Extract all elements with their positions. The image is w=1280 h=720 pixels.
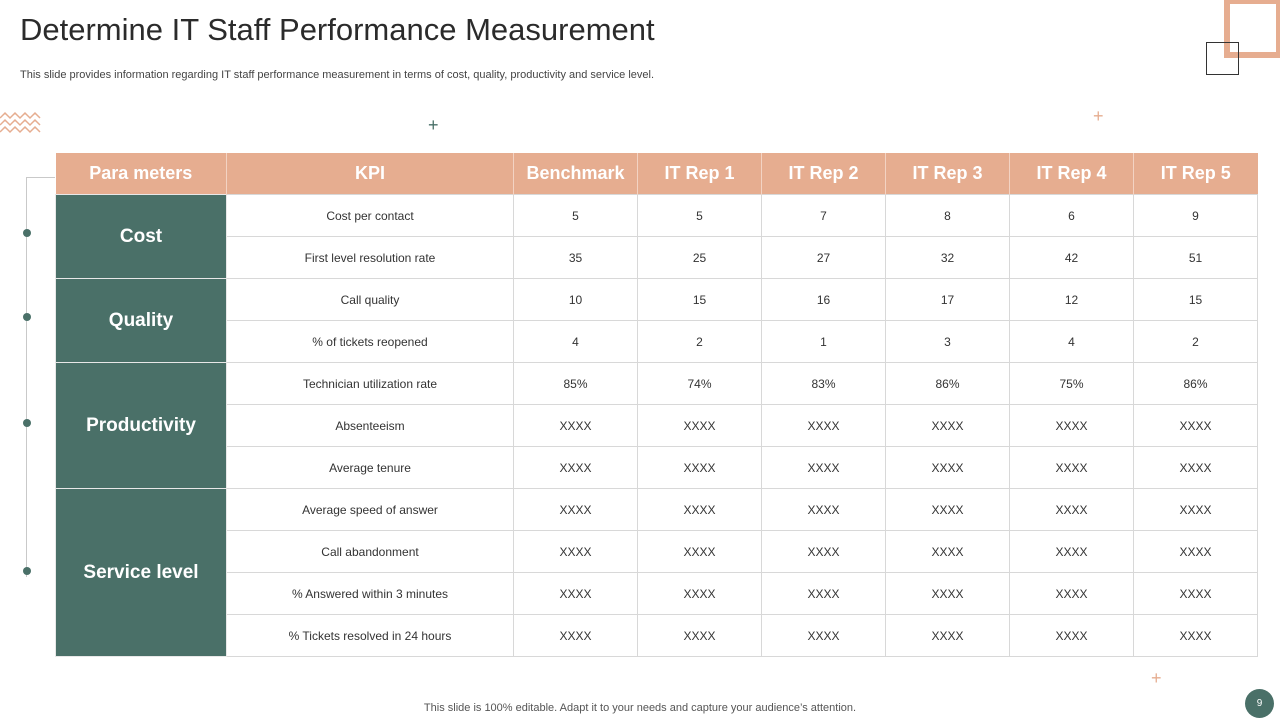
- rep-cell: XXXX: [1134, 615, 1258, 657]
- rep-cell: 7: [762, 195, 886, 237]
- rep-cell: XXXX: [762, 531, 886, 573]
- rep-cell: 15: [638, 279, 762, 321]
- benchmark-cell: 5: [514, 195, 638, 237]
- plus-decoration-icon: +: [1093, 106, 1104, 126]
- rep-cell: 27: [762, 237, 886, 279]
- kpi-cell: Absenteeism: [227, 405, 514, 447]
- parameter-productivity: Productivity: [56, 363, 227, 489]
- rep-cell: XXXX: [886, 489, 1010, 531]
- table-row: [56, 447, 1258, 489]
- benchmark-cell: 10: [514, 279, 638, 321]
- table-row: [56, 237, 1258, 279]
- rep-cell: 51: [1134, 237, 1258, 279]
- table-row: [56, 195, 1258, 237]
- parameter-cost: Cost: [56, 195, 227, 279]
- rep-cell: 17: [886, 279, 1010, 321]
- zigzag-decoration-icon: [0, 110, 42, 138]
- rep-cell: XXXX: [638, 405, 762, 447]
- benchmark-cell: XXXX: [514, 489, 638, 531]
- benchmark-cell: 4: [514, 321, 638, 363]
- rep-cell: 1: [762, 321, 886, 363]
- kpi-cell: % Answered within 3 minutes: [227, 573, 514, 615]
- timeline-dot: [23, 567, 31, 575]
- timeline-line: [26, 177, 27, 577]
- rep-cell: XXXX: [1010, 447, 1134, 489]
- page-number-badge: 9: [1245, 689, 1274, 718]
- table-row: [56, 405, 1258, 447]
- table-row: [56, 573, 1258, 615]
- rep-cell: 75%: [1010, 363, 1134, 405]
- rep-cell: XXXX: [1134, 531, 1258, 573]
- rep-cell: XXXX: [1010, 405, 1134, 447]
- rep-cell: XXXX: [638, 615, 762, 657]
- header-it-rep-1: IT Rep 1: [638, 153, 762, 195]
- rep-cell: 2: [638, 321, 762, 363]
- rep-cell: 3: [886, 321, 1010, 363]
- rep-cell: 6: [1010, 195, 1134, 237]
- kpi-cell: % Tickets resolved in 24 hours: [227, 615, 514, 657]
- rep-cell: XXXX: [1010, 615, 1134, 657]
- timeline-dot: [23, 313, 31, 321]
- table-row: [56, 363, 1258, 405]
- kpi-cell: Call abandonment: [227, 531, 514, 573]
- rep-cell: XXXX: [1134, 573, 1258, 615]
- table-row: [56, 531, 1258, 573]
- rep-cell: 9: [1134, 195, 1258, 237]
- header-it-rep-4: IT Rep 4: [1010, 153, 1134, 195]
- slide-title: Determine IT Staff Performance Measurement: [20, 12, 655, 47]
- rep-cell: XXXX: [638, 489, 762, 531]
- plus-decoration-icon: +: [428, 115, 439, 135]
- rep-cell: 83%: [762, 363, 886, 405]
- rep-cell: XXXX: [762, 489, 886, 531]
- rep-cell: XXXX: [638, 447, 762, 489]
- rep-cell: XXXX: [638, 573, 762, 615]
- benchmark-cell: XXXX: [514, 405, 638, 447]
- benchmark-cell: XXXX: [514, 615, 638, 657]
- timeline-connector: [26, 177, 55, 178]
- kpi-table: [55, 153, 1258, 657]
- timeline-dot: [23, 419, 31, 427]
- rep-cell: 2: [1134, 321, 1258, 363]
- rep-cell: XXXX: [1134, 447, 1258, 489]
- header-kpi: KPI: [227, 153, 514, 195]
- rep-cell: XXXX: [1010, 489, 1134, 531]
- header-benchmark: Benchmark: [514, 153, 638, 195]
- rep-cell: 42: [1010, 237, 1134, 279]
- kpi-cell: % of tickets reopened: [227, 321, 514, 363]
- timeline-dot: [23, 229, 31, 237]
- parameter-service-level: Service level: [56, 489, 227, 657]
- benchmark-cell: XXXX: [514, 531, 638, 573]
- rep-cell: 16: [762, 279, 886, 321]
- rep-cell: XXXX: [638, 531, 762, 573]
- slide-subtitle: This slide provides information regarding IT staff performance measurement in terms of cost, quality, productivity and service level.: [20, 69, 655, 81]
- table-row: [56, 321, 1258, 363]
- kpi-cell: Average speed of answer: [227, 489, 514, 531]
- rep-cell: XXXX: [886, 447, 1010, 489]
- rep-cell: 86%: [1134, 363, 1258, 405]
- rep-cell: 74%: [638, 363, 762, 405]
- header-it-rep-2: IT Rep 2: [762, 153, 886, 195]
- rep-cell: 4: [1010, 321, 1134, 363]
- kpi-cell: Technician utilization rate: [227, 363, 514, 405]
- rep-cell: XXXX: [886, 531, 1010, 573]
- kpi-cell: Average tenure: [227, 447, 514, 489]
- benchmark-cell: XXXX: [514, 573, 638, 615]
- rep-cell: 5: [638, 195, 762, 237]
- kpi-cell: First level resolution rate: [227, 237, 514, 279]
- parameter-quality: Quality: [56, 279, 227, 363]
- plus-decoration-icon: +: [1151, 668, 1162, 688]
- benchmark-cell: XXXX: [514, 447, 638, 489]
- decorative-square-small: [1206, 42, 1239, 75]
- benchmark-cell: 35: [514, 237, 638, 279]
- benchmark-cell: 85%: [514, 363, 638, 405]
- rep-cell: XXXX: [886, 573, 1010, 615]
- header-parameters: Para meters: [56, 153, 227, 195]
- rep-cell: 86%: [886, 363, 1010, 405]
- rep-cell: 32: [886, 237, 1010, 279]
- rep-cell: 8: [886, 195, 1010, 237]
- rep-cell: XXXX: [762, 573, 886, 615]
- rep-cell: XXXX: [886, 615, 1010, 657]
- rep-cell: XXXX: [1010, 573, 1134, 615]
- table-header-row: [56, 153, 1258, 195]
- rep-cell: XXXX: [762, 405, 886, 447]
- rep-cell: 25: [638, 237, 762, 279]
- table-row: [56, 615, 1258, 657]
- rep-cell: 12: [1010, 279, 1134, 321]
- header-it-rep-5: IT Rep 5: [1134, 153, 1258, 195]
- rep-cell: XXXX: [762, 615, 886, 657]
- kpi-cell: Call quality: [227, 279, 514, 321]
- footer-note: This slide is 100% editable. Adapt it to your needs and capture your audience’s attention.: [423, 702, 857, 714]
- rep-cell: 15: [1134, 279, 1258, 321]
- kpi-cell: Cost per contact: [227, 195, 514, 237]
- rep-cell: XXXX: [1134, 489, 1258, 531]
- table-row: [56, 279, 1258, 321]
- rep-cell: XXXX: [1134, 405, 1258, 447]
- rep-cell: XXXX: [762, 447, 886, 489]
- table-row: [56, 489, 1258, 531]
- rep-cell: XXXX: [1010, 531, 1134, 573]
- header-it-rep-3: IT Rep 3: [886, 153, 1010, 195]
- rep-cell: XXXX: [886, 405, 1010, 447]
